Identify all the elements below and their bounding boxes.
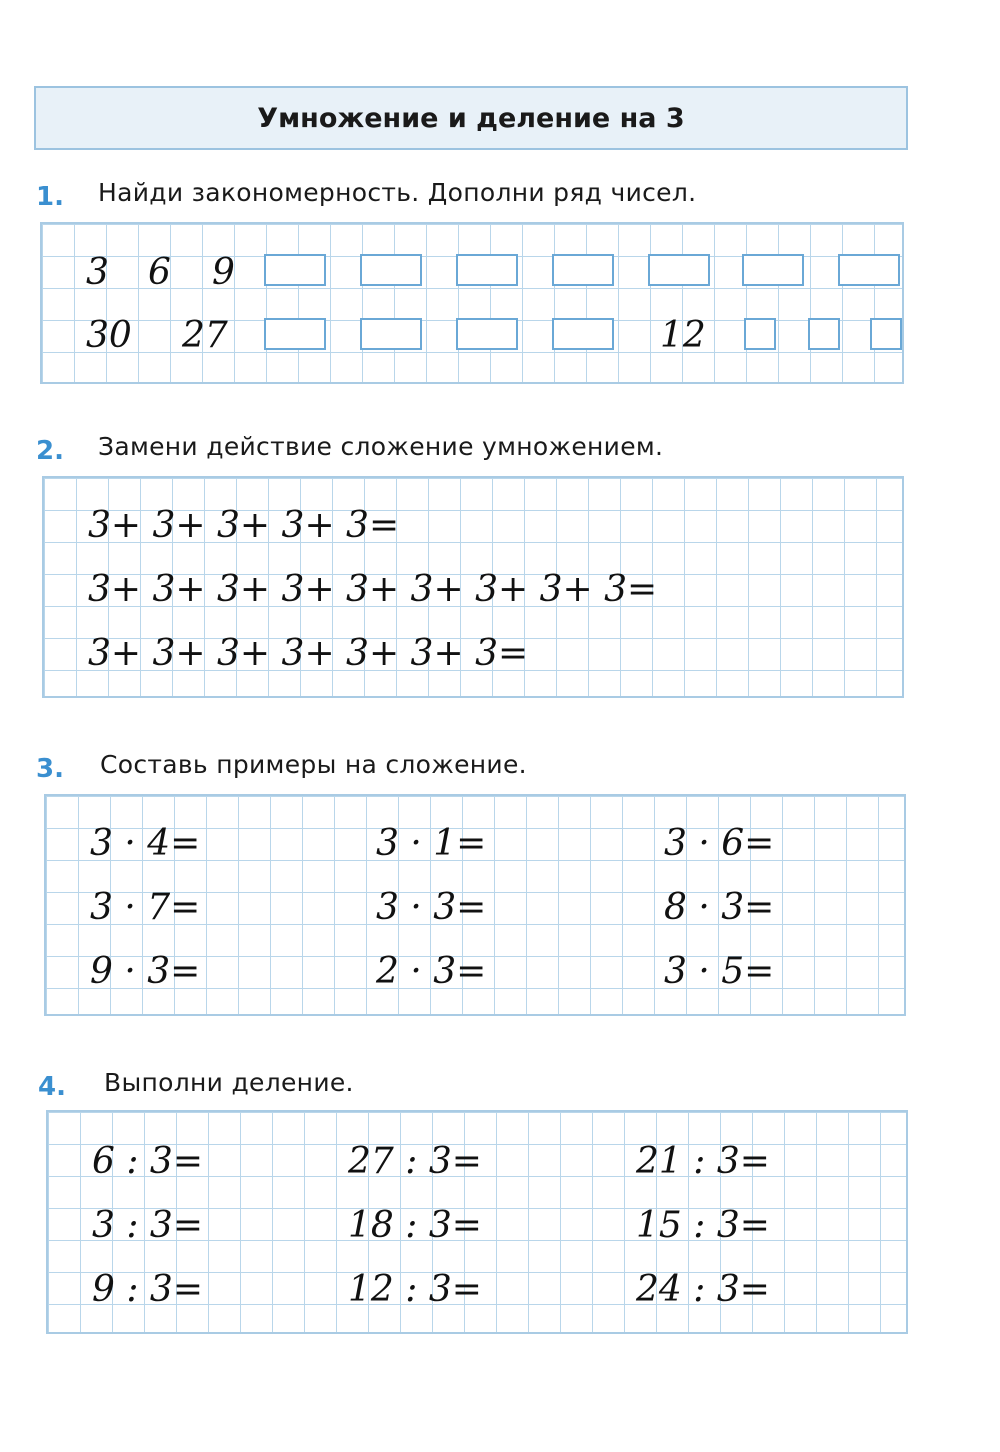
answer-box[interactable] — [264, 254, 326, 286]
task-1-row-2-value: 30 — [86, 315, 132, 356]
multiplication-expression: 3 · 7= — [90, 887, 201, 928]
answer-box[interactable] — [552, 318, 614, 350]
multiplication-expression: 3 · 4= — [90, 823, 201, 864]
division-expression: 9 : 3= — [92, 1269, 203, 1310]
task-4-text: Выполни деление. — [104, 1068, 354, 1097]
multiplication-expression: 3 · 5= — [664, 951, 775, 992]
answer-box[interactable] — [456, 318, 518, 350]
division-expression: 24 : 3= — [636, 1269, 770, 1310]
task-1-given-value: 12 — [660, 315, 706, 356]
page-title: Умножение и деление на 3 — [257, 102, 685, 134]
answer-box[interactable] — [264, 318, 326, 350]
task-4-number: 4. — [38, 1072, 66, 1102]
multiplication-expression: 9 · 3= — [90, 951, 201, 992]
task-2-number: 2. — [36, 436, 64, 466]
task-1-text: Найди закономерность. Дополни ряд чисел. — [98, 178, 697, 207]
multiplication-expression: 3 · 6= — [664, 823, 775, 864]
multiplication-expression: 2 · 3= — [376, 951, 487, 992]
answer-box[interactable] — [648, 254, 710, 286]
division-expression: 15 : 3= — [636, 1205, 770, 1246]
answer-box[interactable] — [552, 254, 614, 286]
task-1-row-1-value: 9 — [212, 252, 235, 293]
division-expression: 21 : 3= — [636, 1141, 770, 1182]
answer-box[interactable] — [808, 318, 840, 350]
answer-box[interactable] — [838, 254, 900, 286]
task-3-text: Составь примеры на сложение. — [100, 750, 527, 779]
answer-box[interactable] — [870, 318, 902, 350]
division-expression: 27 : 3= — [348, 1141, 482, 1182]
division-expression: 3 : 3= — [92, 1205, 203, 1246]
task-2-text: Замени действие сложение умножением. — [98, 432, 664, 461]
addition-expression: 3+ 3+ 3+ 3+ 3= — [88, 505, 400, 546]
addition-expression: 3+ 3+ 3+ 3+ 3+ 3+ 3+ 3+ 3= — [88, 569, 658, 610]
task-1-row-1-value: 3 — [86, 252, 109, 293]
title-box — [34, 86, 908, 150]
multiplication-expression: 3 · 3= — [376, 887, 487, 928]
addition-expression: 3+ 3+ 3+ 3+ 3+ 3+ 3= — [88, 633, 529, 674]
task-1-grid — [40, 222, 904, 384]
multiplication-expression: 8 · 3= — [664, 887, 775, 928]
answer-box[interactable] — [742, 254, 804, 286]
answer-box[interactable] — [360, 318, 422, 350]
answer-box[interactable] — [744, 318, 776, 350]
division-expression: 6 : 3= — [92, 1141, 203, 1182]
answer-box[interactable] — [360, 254, 422, 286]
division-expression: 12 : 3= — [348, 1269, 482, 1310]
task-1-row-1-value: 6 — [148, 252, 171, 293]
multiplication-expression: 3 · 1= — [376, 823, 487, 864]
answer-box[interactable] — [456, 254, 518, 286]
task-1-number: 1. — [36, 182, 64, 212]
task-3-number: 3. — [36, 754, 64, 784]
division-expression: 18 : 3= — [348, 1205, 482, 1246]
task-1-row-2-value: 27 — [182, 315, 228, 356]
